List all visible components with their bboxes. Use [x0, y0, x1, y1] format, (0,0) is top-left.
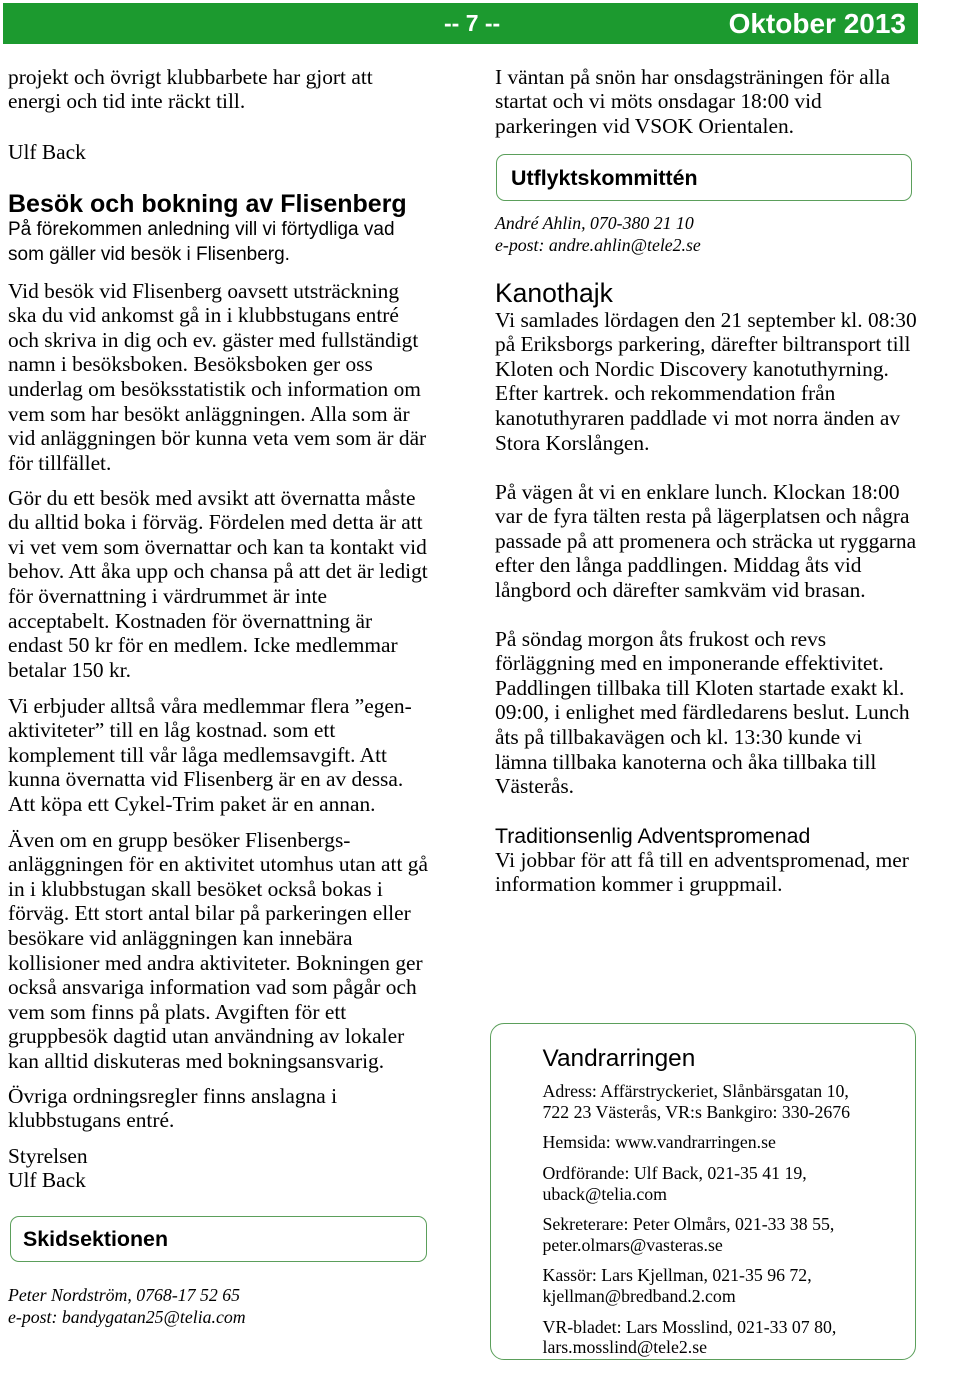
text-line: Att köpa ett Cykel-Trim paket är en annan.: [8, 792, 376, 817]
text-line: behov. Att åka upp och chansa på att det är ledigt: [8, 559, 428, 584]
vandrarringen-box: [490, 1023, 916, 1360]
article-signature: [8, 1144, 88, 1193]
text-line: VR-bladet: Lars Mosslind, 021-33 07 80,: [542, 1316, 837, 1337]
article-paragraph: [8, 486, 428, 683]
text-line: på Eriksborgs parkering, därefter biltransport till: [495, 332, 911, 357]
text-line: åts på tillbakavägen och kl. 13:30 kunde vi: [495, 725, 863, 750]
text-line: gruppbesök dagtid utan användning av lokaler: [8, 1024, 405, 1049]
text-line: Stora Korslången.: [495, 430, 650, 455]
text-line: På vägen åt vi en enklare lunch. Klockan 18:00: [495, 479, 900, 504]
text-line: kunna övernatta vid Flisenberg är en av dessa.: [8, 767, 404, 792]
text-line: vem som har besökt anläggningen. Alla som är: [8, 401, 410, 426]
text-line: Ordförande: Ulf Back, 021-35 41 19,: [542, 1162, 807, 1183]
text-line: Vi jobbar för att få till en adventspromenad, mer: [495, 847, 909, 872]
text-line: ska du vid ankomst gå in i klubbstugans entré: [8, 303, 399, 328]
text-line: för övernattning i värdrummet är inte: [8, 584, 327, 609]
text-line: besökare vid anläggningen kan innebära: [8, 926, 353, 951]
text-line: var de fyra tälten resta på lägerplatsen och några: [495, 504, 910, 529]
text-line: e-post: andre.ahlin@tele2.se: [495, 235, 701, 255]
text-line: anläggningen för en aktivitet utomhus utan att gå: [8, 852, 428, 877]
article-title: Traditionsenlig Adventspromenad: [495, 823, 811, 848]
skidsektionen-box: [10, 1216, 427, 1262]
text-line: klubbstugans entré.: [8, 1108, 175, 1133]
article-title: Kanothajk: [495, 278, 613, 308]
article-paragraph: [495, 480, 916, 603]
text-line: e-post: bandygatan25@telia.com: [8, 1307, 246, 1327]
text-line: information kommer i gruppmail.: [495, 872, 783, 897]
section-title: Utflyktskommittén: [511, 165, 698, 190]
text-line: Sekreterare: Peter Olmårs, 021-33 38 55,: [542, 1214, 835, 1235]
article-title: Besök och bokning av Flisenberg: [8, 190, 407, 218]
text-line: aktiviteter” till en låg kostnad. som ett: [8, 718, 336, 743]
text-line: startat och vi möts onsdagar 18:00 vid: [495, 89, 822, 114]
address-group: [543, 1081, 851, 1122]
treasurer-group: [543, 1265, 851, 1306]
text-line: komplement till vår låga medlemsavgift. Att: [8, 742, 388, 767]
text-line: underlag om besöksstatistik och information om: [8, 377, 421, 402]
text-line: acceptabelt. Kostnaden för övernattning är: [8, 608, 373, 633]
page-number: -- 7 --: [444, 10, 501, 36]
text-line: som gäller vid besök i Flisenberg.: [8, 243, 290, 265]
text-line: förläggning med en imponerande effektivitet.: [495, 651, 884, 676]
text-line: lämna tillbaka kanoterna och åka tillbaka till: [495, 749, 877, 774]
text-line: Ulf Back: [8, 1168, 86, 1193]
text-line: Efter kartrek. och rekommendation från: [495, 381, 836, 406]
text-line: Vi samlades lördagen den 21 september kl. 08:30: [495, 307, 917, 332]
author-signature: [8, 140, 86, 165]
text-line: lars.mosslind@tele2.se: [542, 1337, 708, 1358]
article-lead: [8, 217, 395, 267]
text-line: vid anläggningen bör kunna veta vem som är där: [8, 426, 427, 451]
text-line: projekt och övrigt klubbarbete har gjort att: [8, 64, 373, 89]
article-paragraph: [495, 308, 917, 456]
contact-list: [543, 1081, 851, 1368]
text-line: kan alltid diskuteras med bokningsansvarig.: [8, 1049, 385, 1074]
article-paragraph: [8, 694, 412, 817]
text-line: och skriva in dig och ev. gäster med fullständigt: [8, 327, 419, 352]
text-line: Gör du ett besök med avsikt att övernatta måste: [8, 485, 416, 510]
text-line: André Ahlin, 070-380 21 10: [495, 213, 694, 233]
article-paragraph: [495, 627, 910, 799]
text-line: Även om en grupp besöker Flisenbergs-: [8, 827, 351, 852]
website-group: [543, 1132, 851, 1153]
utflyktskommitten-contact: [495, 212, 701, 256]
text-line: Kloten och Nordic Discovery kanotuthyrning.: [495, 356, 889, 381]
intro-paragraph: [495, 65, 890, 139]
text-line: kanotuthyraren paddlade vi mot norra änden av: [495, 406, 901, 431]
text-line: Västerås.: [495, 774, 574, 799]
text-line: På söndag morgon åts frukost och revs: [495, 626, 827, 651]
text-line: du alltid boka i förväg. Fördelen med detta är att: [8, 510, 423, 535]
text-line: energi och tid inte räckt till.: [8, 89, 246, 114]
text-line: långbord och därefter samkväm vid brasan.: [495, 578, 866, 603]
vandrarringen-title: Vandrarringen: [542, 1044, 696, 1072]
text-line: också ansvariga information vad som pågår och: [8, 975, 417, 1000]
secretary-group: [543, 1214, 851, 1255]
header-bar: [3, 3, 918, 44]
text-line: peter.olmars@vasteras.se: [542, 1234, 723, 1255]
section-title: Skidsektionen: [23, 1227, 169, 1251]
text-line: Adress: Affärstryckeriet, Slånbärsgatan 10,: [542, 1081, 849, 1102]
text-line: betalar 150 kr.: [8, 657, 131, 682]
text-line: 09:00, i enlighet med färdledarens beslut. Lunch: [495, 700, 910, 725]
text-line: På förekommen anledning vill vi förtydliga vad: [8, 218, 395, 240]
chairman-group: [543, 1163, 851, 1204]
intro-paragraph: [8, 65, 373, 114]
text-line: Paddlingen tillbaka till Kloten startade exakt kl.: [495, 675, 905, 700]
text-line: in i klubbstugan skall besöket också bokas i: [8, 876, 383, 901]
text-line: vem som finns på plats. Avgiften för ett: [8, 999, 347, 1024]
text-line: I väntan på snön har onsdagsträningen för alla: [495, 64, 891, 89]
text-line: vi vet vem som övernattar och kan ta kontakt vid: [8, 534, 427, 559]
text-line: förväg. Ett stort antal bilar på parkeringen eller: [8, 901, 411, 926]
text-line: Hemsida: www.vandrarringen.se: [542, 1132, 776, 1153]
article-paragraph: [8, 1084, 337, 1133]
text-line: Peter Nordström, 0768-17 52 65: [8, 1285, 240, 1305]
text-line: Kassör: Lars Kjellman, 021-35 96 72,: [542, 1265, 812, 1286]
text-line: kollisioner med andra aktiviteter. Bokningen ger: [8, 950, 423, 975]
text-line: för tillfället.: [8, 450, 112, 475]
text-line: parkeringen vid VSOK Orientalen.: [495, 113, 794, 138]
issue-date: Oktober 2013: [728, 8, 906, 39]
article-paragraph: [8, 828, 428, 1074]
text-line: Övriga ordningsregler finns anslagna i: [8, 1083, 338, 1108]
newsletter-editor-group: [543, 1317, 851, 1358]
utflyktskommitten-box: [496, 154, 912, 201]
text-line: Vi erbjuder alltså våra medlemmar flera ”egen-: [8, 693, 412, 718]
text-line: Vid besök vid Flisenberg oavsett utsträckning: [8, 278, 400, 303]
article-paragraph: [8, 279, 426, 476]
text-line: endast 50 kr för en medlem. Icke medlemmar: [8, 633, 398, 658]
text-line: uback@telia.com: [542, 1183, 667, 1204]
text-line: efter den långa paddlingen. Middag åts vid: [495, 553, 862, 578]
article-paragraph: [495, 848, 909, 897]
text-line: Ulf Back: [8, 139, 86, 164]
text-line: kjellman@bredband.2.com: [542, 1285, 736, 1306]
text-line: Styrelsen: [8, 1143, 88, 1168]
text-line: 722 23 Västerås, VR:s Bankgiro: 330-2676: [542, 1101, 851, 1122]
text-line: passade på att promenera och sträcka ut ryggarna: [495, 528, 917, 553]
skidsektionen-contact: [8, 1284, 246, 1328]
text-line: namn i besöksboken. Besöksboken ger oss: [8, 352, 373, 377]
